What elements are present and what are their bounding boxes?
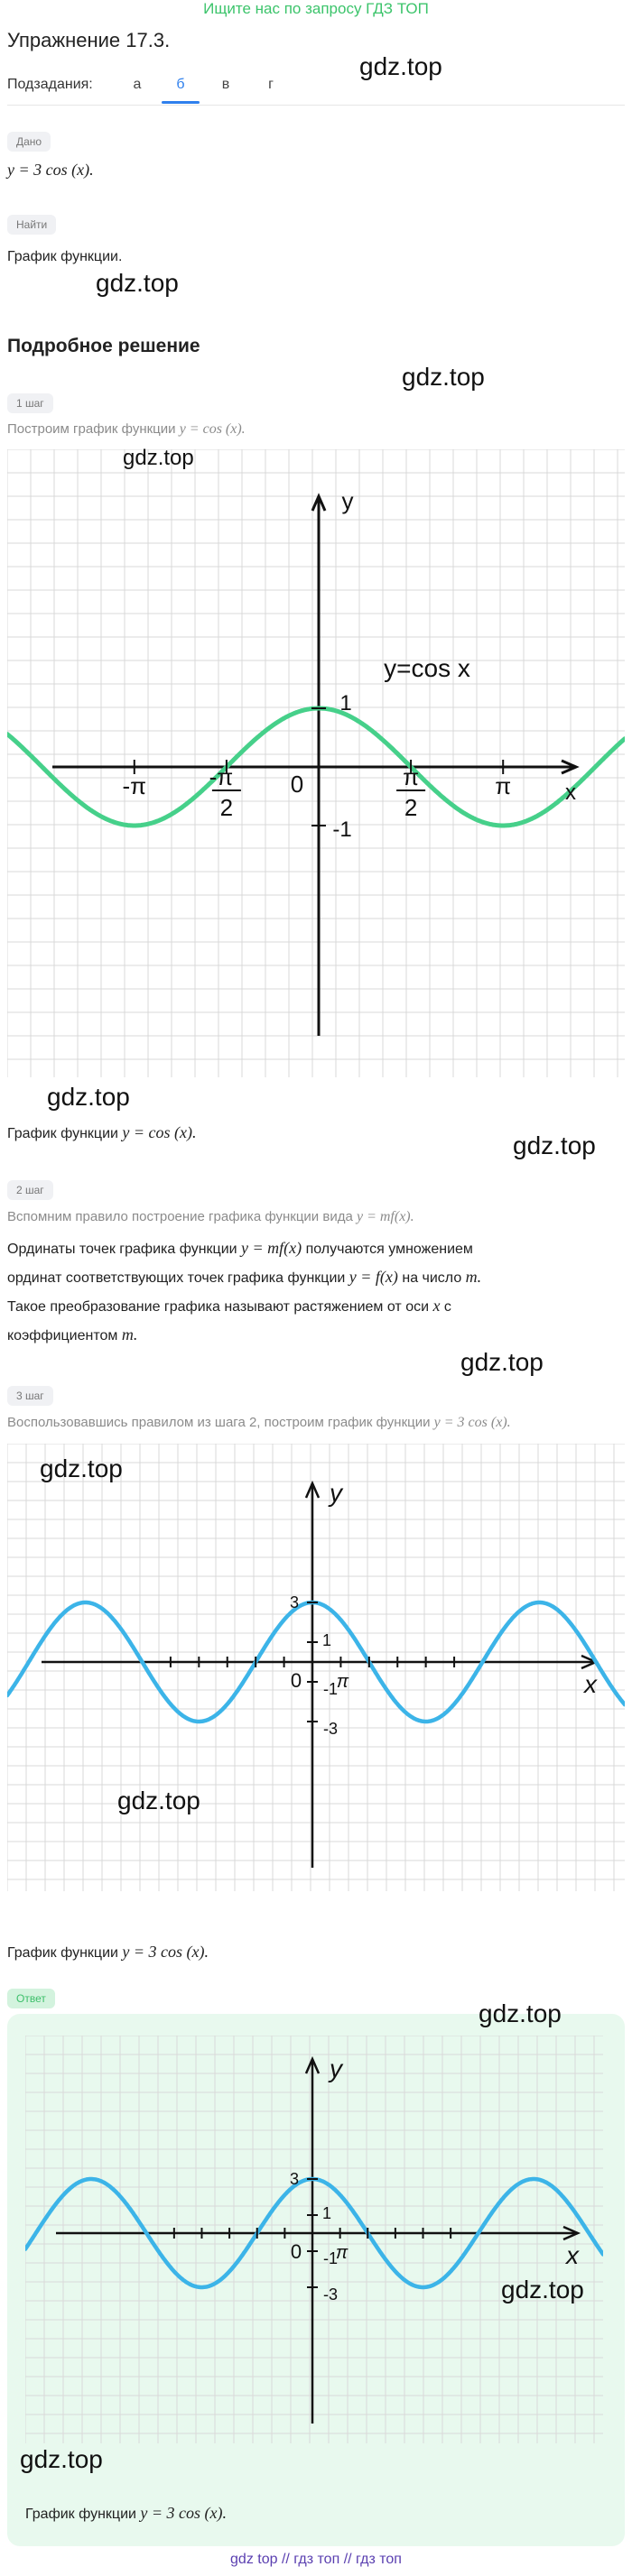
x-axis-label: x [566, 2241, 579, 2269]
y-tick-label: -3 [322, 2285, 339, 2304]
x-tick-label: 0 [290, 2240, 302, 2263]
step2-intro-text: Вспомним правило построение графика функции вида [7, 1209, 357, 1224]
x-tick-label: π [336, 1672, 349, 1692]
y-tick-label: 3 [289, 1593, 300, 1611]
step1-caption-formula: y = cos (x). [122, 1123, 197, 1141]
text: на число [397, 1270, 466, 1286]
formula: x [432, 1297, 441, 1315]
subtasks-label: Подзадания: [7, 77, 93, 92]
y-tick-label: 1 [321, 1631, 332, 1649]
watermark: gdz.top [359, 52, 442, 80]
tab-subtask-b[interactable]: б [176, 77, 185, 92]
watermark: gdz.top [117, 1787, 200, 1814]
function-label: y=cos x [384, 654, 470, 682]
step2-rule [7, 1234, 603, 1350]
watermark: gdz.top [123, 446, 194, 470]
text: с [440, 1299, 451, 1315]
formula: y = f(x) [349, 1268, 398, 1286]
step1-pill: 1 шаг [7, 393, 53, 413]
step2-intro [7, 1209, 414, 1225]
text: коэффициентом [7, 1328, 122, 1343]
step3-intro-formula: y = 3 cos (x). [433, 1415, 511, 1430]
step1-intro [7, 421, 246, 438]
y-tick-label: -1 [322, 1680, 339, 1698]
step2-line [7, 1234, 603, 1263]
chart-cos [7, 449, 625, 1077]
tab-subtask-g[interactable]: г [268, 77, 274, 92]
divider [7, 105, 625, 106]
x-tick-label: -π [122, 772, 147, 799]
x-axis-label: x [565, 780, 576, 805]
answer-caption-formula: y = 3 cos (x). [140, 2504, 228, 2522]
watermark: gdz.top [460, 1348, 544, 1376]
step3-caption-text: График функции [7, 1945, 123, 1961]
step1-intro-formula: y = cos (x). [179, 421, 246, 437]
watermark: gdz.top [47, 1083, 130, 1111]
y-tick-label: -1 [322, 2249, 339, 2267]
tab-subtask-v[interactable]: в [221, 77, 230, 92]
watermark: gdz.top [40, 1454, 123, 1482]
y-tick-label: 1 [321, 2204, 332, 2222]
text: получаются умножением [302, 1242, 473, 1257]
footer-links[interactable]: gdz top // гдз топ // гдз топ [230, 2552, 402, 2567]
step3-pill: 3 шаг [7, 1386, 53, 1406]
chart-3cos [7, 1444, 625, 1891]
text: ординат соответствующих точек графика функции [7, 1270, 349, 1286]
watermark: gdz.top [96, 269, 179, 297]
text: Такое преобразование графика называют растяжением от оси [7, 1299, 433, 1315]
y-axis-label: y [330, 1479, 342, 1507]
step3-intro-text: Воспользовавшись правилом из шага 2, построим график функции [7, 1415, 434, 1430]
answer-pill: Ответ [7, 1989, 55, 2008]
x-axis-label: x [584, 1670, 597, 1698]
step3-intro [7, 1415, 511, 1431]
x-tick-label: -π [209, 763, 234, 790]
step2-intro-formula: y = mf(x). [356, 1209, 414, 1224]
chart-answer-3cos [25, 2036, 603, 2443]
given-formula: y = 3 cos (x). [7, 161, 94, 179]
answer-caption [25, 2503, 227, 2525]
watermark: gdz.top [513, 1131, 596, 1159]
step3-caption [7, 1942, 209, 1963]
x-tick-label: 0 [290, 1669, 302, 1692]
solution-heading: Подробное решение [7, 336, 200, 356]
step3-caption-formula: y = 3 cos (x). [122, 1943, 209, 1961]
step1-caption-text: График функции [7, 1126, 123, 1141]
step1-intro-text: Построим график функции [7, 421, 180, 437]
active-tab-indicator [162, 101, 200, 104]
y-axis-label: y [341, 487, 354, 514]
step1-caption [7, 1122, 197, 1144]
formula: m. [465, 1268, 482, 1286]
step2-line [7, 1263, 603, 1292]
tab-subtask-a[interactable]: а [133, 77, 142, 92]
watermark: gdz.top [501, 2276, 584, 2304]
text: Ординаты точек графика функции [7, 1242, 242, 1257]
y-axis-label: y [330, 2054, 342, 2082]
x-tick-label: π [335, 2243, 349, 2263]
search-banner: Ищите нас по запросу ГДЗ ТОП [203, 0, 429, 17]
y-tick-label: 1 [339, 691, 352, 716]
step2-pill: 2 шаг [7, 1180, 53, 1200]
page-title: Упражнение 17.3. [7, 29, 171, 51]
watermark: gdz.top [20, 2445, 103, 2473]
x-tick-label: π [403, 763, 420, 790]
formula: y = mf(x) [241, 1239, 302, 1257]
y-tick-label: -3 [322, 1720, 339, 1738]
answer-caption-text: График функции [25, 2507, 141, 2522]
y-tick-label: -1 [332, 817, 352, 842]
watermark: gdz.top [479, 1999, 562, 2027]
x-tick-label: 2 [404, 794, 418, 821]
x-tick-label: 2 [219, 794, 234, 821]
y-tick-label: 3 [289, 2170, 300, 2188]
find-pill: Найти [7, 215, 56, 235]
formula: m. [121, 1325, 138, 1343]
x-tick-label: π [495, 772, 512, 799]
step2-line [7, 1321, 603, 1350]
find-text: График функции. [7, 249, 123, 264]
given-pill: Дано [7, 132, 51, 152]
step2-line [7, 1292, 603, 1321]
x-tick-label: 0 [290, 771, 304, 798]
watermark: gdz.top [402, 363, 485, 391]
